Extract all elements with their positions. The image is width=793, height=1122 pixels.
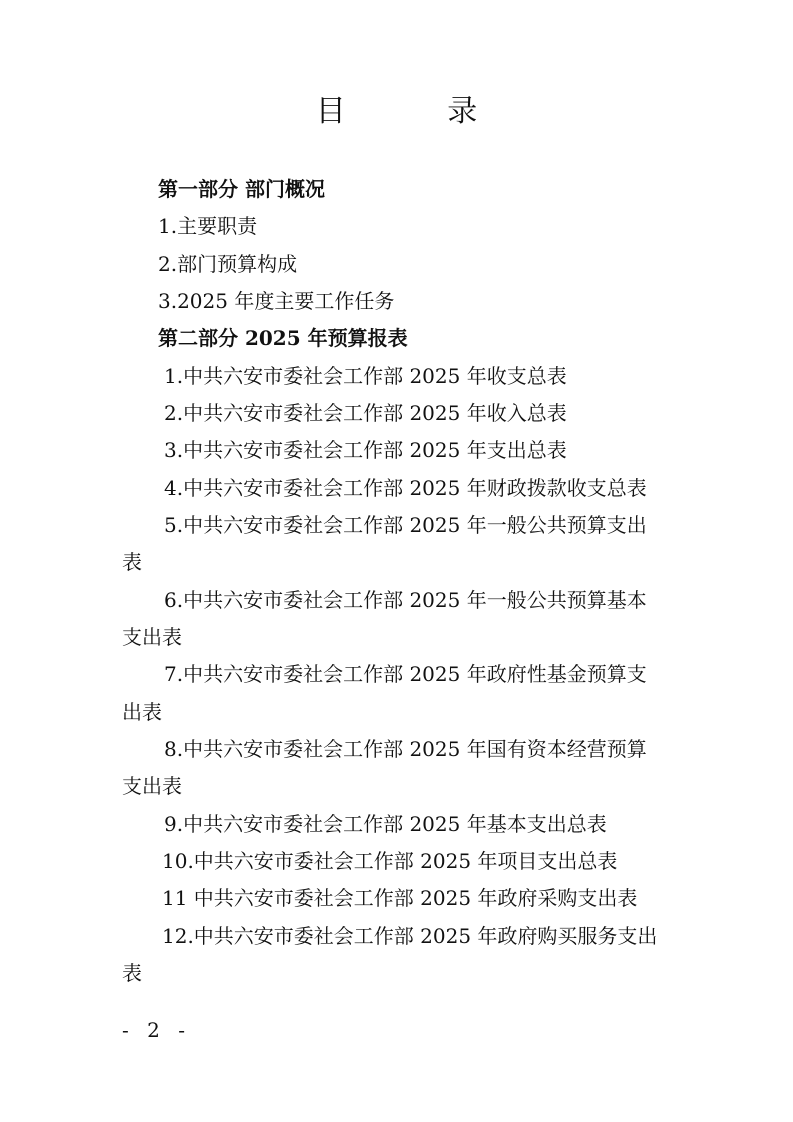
toc-item: 3.中共六安市委社会工作部 2025 年支出总表 [164, 438, 567, 462]
toc-item: 12.中共六安市委社会工作部 2025 年政府购买服务支出 [162, 924, 658, 948]
toc-item-continuation: 表 [122, 961, 142, 985]
toc-item: 2.部门预算构成 [158, 252, 298, 276]
toc-item: 3.2025 年度主要工作任务 [158, 289, 395, 313]
toc-item-continuation: 表 [122, 550, 142, 574]
toc-item: 1.主要职责 [158, 214, 258, 238]
toc-item: 4.中共六安市委社会工作部 2025 年财政拨款收支总表 [164, 476, 647, 500]
toc-item-continuation: 支出表 [122, 625, 182, 649]
toc-item: 1.中共六安市委社会工作部 2025 年收支总表 [164, 364, 567, 388]
toc-section-heading: 第二部分 2025 年预算报表 [158, 326, 408, 350]
toc-item: 9.中共六安市委社会工作部 2025 年基本支出总表 [164, 812, 607, 836]
page-title: 目 录 [315, 94, 524, 129]
toc-item: 11 中共六安市委社会工作部 2025 年政府采购支出表 [162, 886, 638, 910]
toc-item: 10.中共六安市委社会工作部 2025 年项目支出总表 [162, 849, 618, 873]
toc-section-heading: 第一部分 部门概况 [158, 177, 325, 201]
toc-item: 7.中共六安市委社会工作部 2025 年政府性基金预算支 [164, 662, 647, 686]
toc-item: 8.中共六安市委社会工作部 2025 年国有资本经营预算 [164, 737, 647, 761]
page-number: - 2 - [122, 1018, 191, 1042]
toc-item: 5.中共六安市委社会工作部 2025 年一般公共预算支出 [164, 513, 647, 537]
toc-item: 2.中共六安市委社会工作部 2025 年收入总表 [164, 401, 567, 425]
toc-item: 6.中共六安市委社会工作部 2025 年一般公共预算基本 [164, 588, 647, 612]
toc-item-continuation: 出表 [122, 700, 162, 724]
toc-item-continuation: 支出表 [122, 774, 182, 798]
